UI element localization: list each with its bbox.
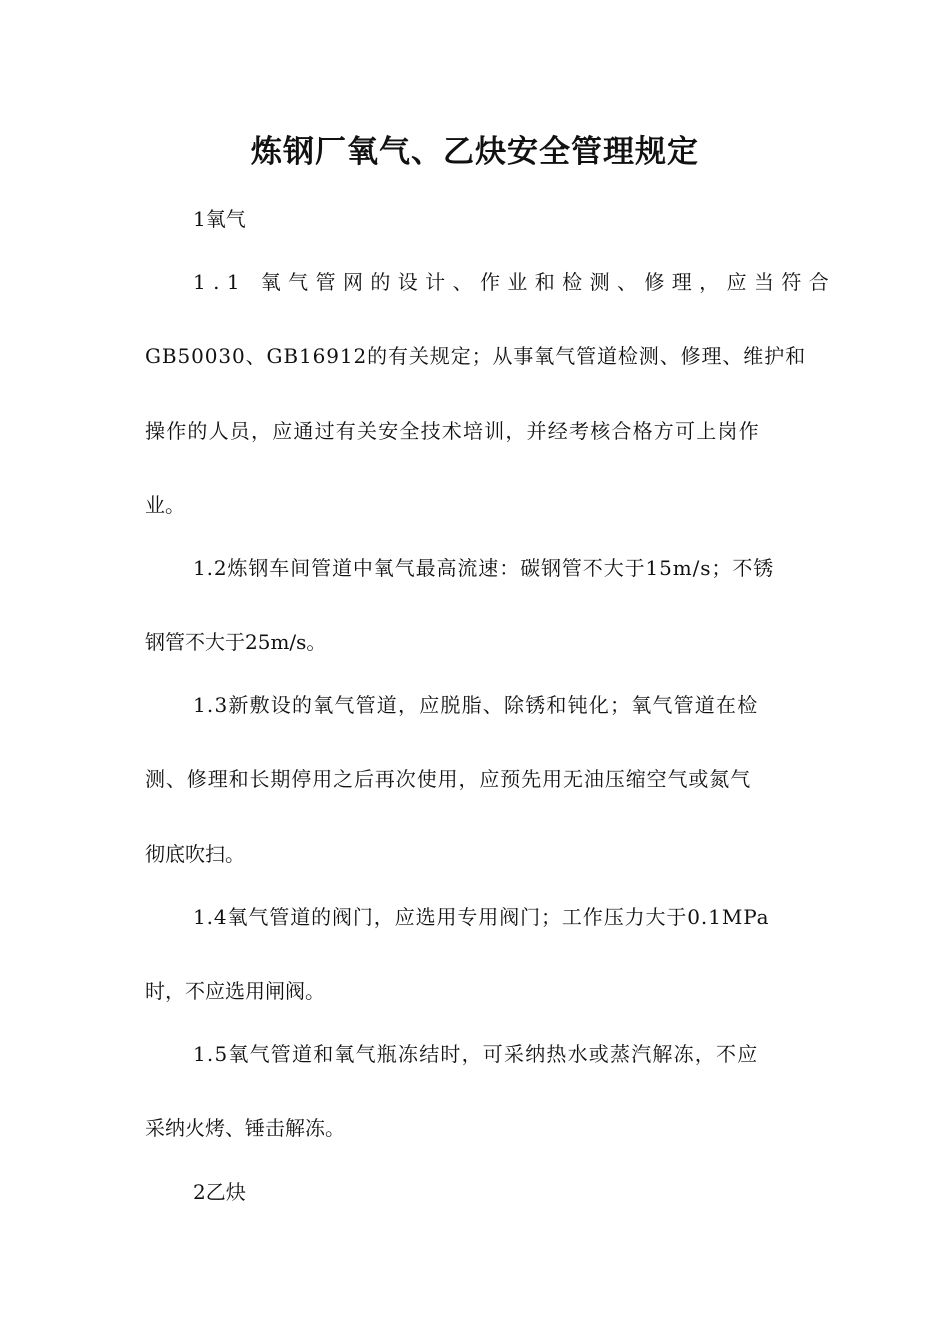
paragraph-line: 1.3新敷设的氧气管道，应脱脂、除锈和钝化；氧气管道在检 [193,693,759,717]
document-title: 炼钢厂氧气、乙炔安全管理规定 [251,134,699,170]
paragraph-line: 1.1 氧气管网的设计、作业和检测、修理，应当符合 [193,270,837,294]
paragraph-line: 1.2炼钢车间管道中氧气最高流速：碳钢管不大于15m/s；不锈 [193,556,775,580]
paragraph-line: 彻底吹扫。 [145,842,245,866]
section-heading-acetylene: 2乙炔 [193,1180,246,1204]
paragraph-line: 钢管不大于25m/s。 [145,630,327,654]
paragraph-line: 1.5氧气管道和氧气瓶冻结时，可采纳热水或蒸汽解冻，不应 [193,1042,759,1066]
paragraph-line: GB50030、GB16912的有关规定；从事氧气管道检测、修理、维护和 [145,344,806,368]
paragraph-line: 时，不应选用闸阀。 [145,979,325,1003]
section-heading-oxygen: 1氧气 [193,207,246,231]
paragraph-line: 1.4氧气管道的阀门，应选用专用阀门；工作压力大于0.1MPa [193,905,770,929]
paragraph-line: 业。 [145,493,185,517]
paragraph-line: 操作的人员，应通过有关安全技术培训，并经考核合格方可上岗作 [145,419,760,443]
paragraph-line: 测、修理和长期停用之后再次使用，应预先用无油压缩空气或氮气 [145,767,752,791]
paragraph-line: 采纳火烤、锤击解冻。 [145,1116,345,1140]
